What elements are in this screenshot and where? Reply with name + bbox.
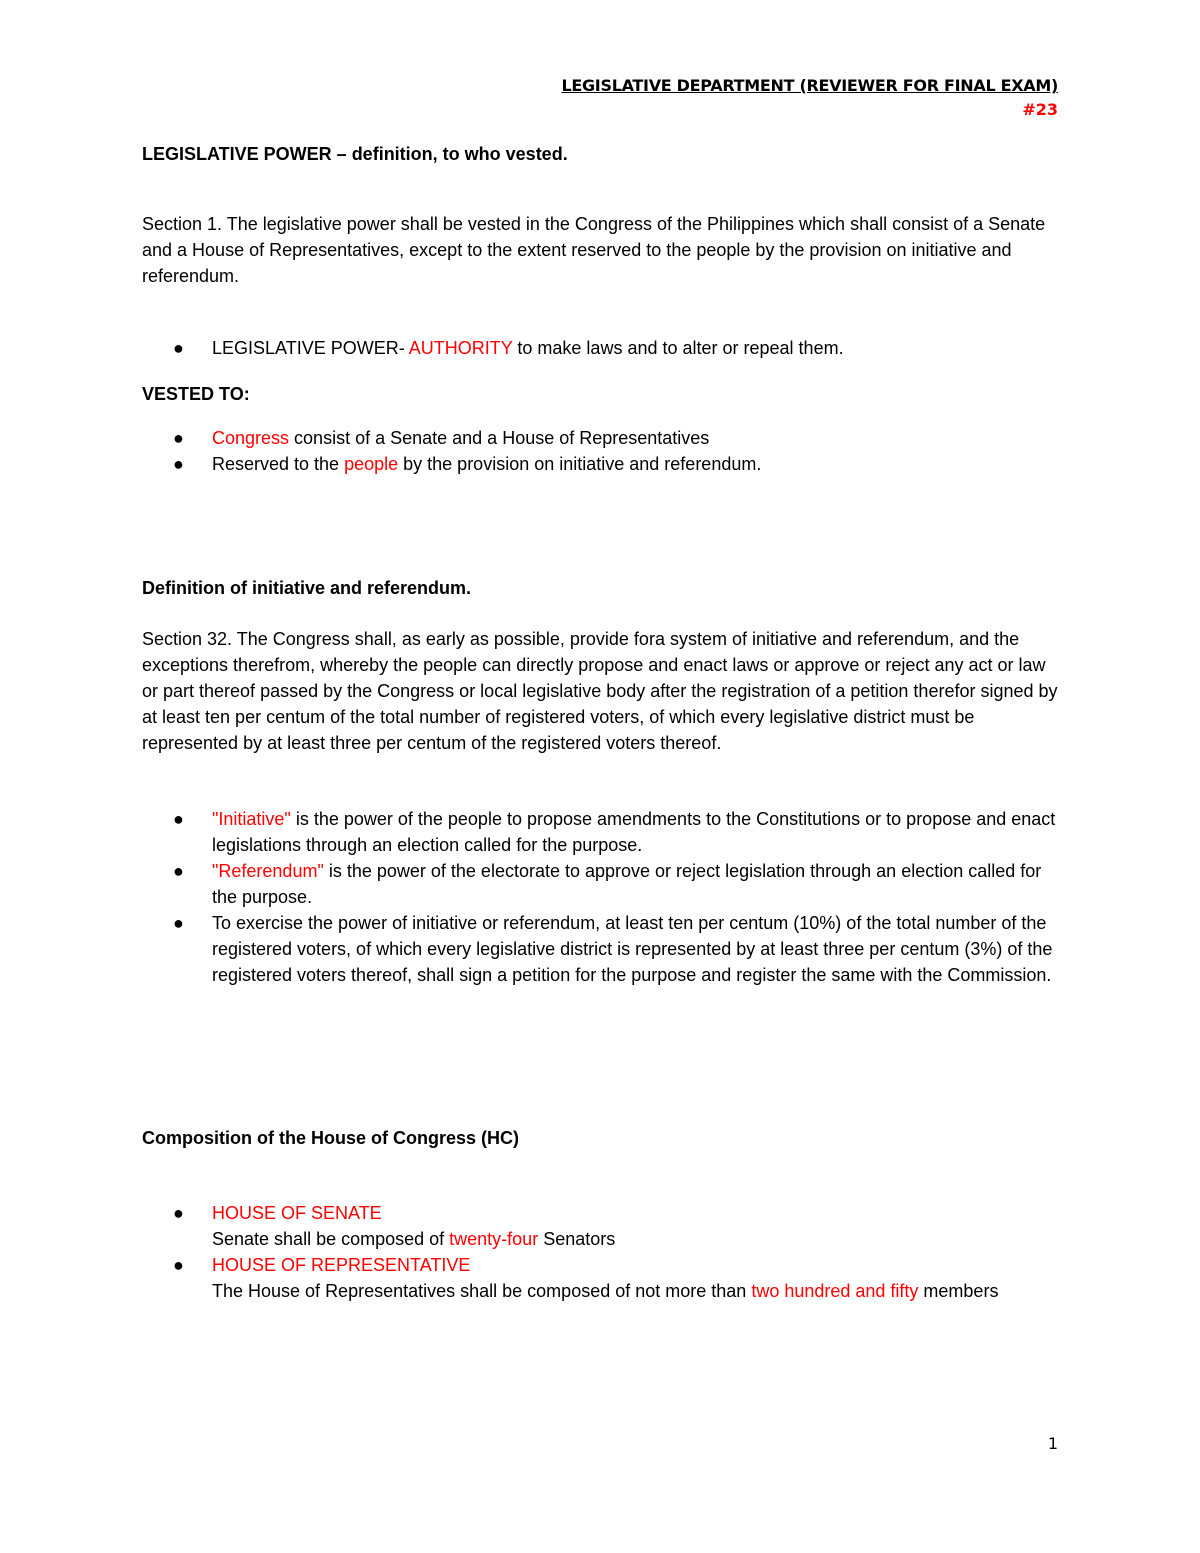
list-item: ● HOUSE OF REPRESENTATIVE The House of Representatives shall be composed of not more than two hundred and fifty members: [142, 1252, 1062, 1304]
list-item: ● Congress consist of a Senate and a House of Representatives: [142, 425, 1062, 451]
header-title: LEGISLATIVE DEPARTMENT (REVIEWER FOR FINAL EXAM): [561, 76, 1058, 95]
bullet-icon: ●: [173, 428, 184, 448]
initiative-list: [142, 806, 1062, 988]
bullet-icon: ●: [173, 454, 184, 474]
list-item: ● LEGISLATIVE POWER- AUTHORITY to make laws and to alter or repeal them.: [142, 335, 1062, 361]
heading-initiative-referendum: Definition of initiative and referendum.: [142, 578, 472, 598]
vested-list: [142, 425, 1062, 477]
composition-list: [142, 1200, 1062, 1304]
list-item: ● HOUSE OF SENATE Senate shall be composed of twenty-four Senators: [142, 1200, 1062, 1252]
list-item: ● "Referendum" is the power of the electorate to approve or reject legislation through an election called for the purpose.: [142, 858, 1062, 910]
bullet-icon: ●: [173, 913, 184, 933]
header-number: #23: [1022, 100, 1058, 119]
bullet-icon: ●: [173, 1255, 184, 1275]
section-32-text: Section 32. The Congress shall, as early as possible, provide fora system of initiative and referendum, and the exceptions therefrom, whereby the people can directly propose and enact laws or approve or reject any act or law or part thereof passed by the Congress or local legislative body after the registration of a petition therefor signed by at least ten per centum of the total number of registered voters, of which every legislative district must be represented by at least three per centum of the registered voters thereof.: [142, 629, 1058, 753]
heading-legislative-power: LEGISLATIVE POWER – definition, to who vested.: [142, 144, 568, 164]
bullet-icon: ●: [173, 809, 184, 829]
list-item: ● To exercise the power of initiative or referendum, at least ten per centum (10%) of the total number of the registered voters, of which every legislative district is represented by at least three per centum (3%) of the registered voters thereof, shall sign a petition for the purpose and register the same with the Commission.: [142, 910, 1062, 988]
page-header: [561, 74, 1058, 122]
heading-composition: Composition of the House of Congress (HC): [142, 1128, 519, 1148]
section-1-text: Section 1. The legislative power shall be vested in the Congress of the Philippines which shall consist of a Senate and a House of Representatives, except to the extent reserved to the people by the provision on initiative and referendum.: [142, 214, 1046, 286]
bullet-icon: ●: [173, 861, 184, 881]
bullet-icon: ●: [173, 338, 184, 358]
bullet-icon: ●: [173, 1203, 184, 1223]
list-item: ● "Initiative" is the power of the people to propose amendments to the Constitutions or to propose and enact legislations through an election called for the purpose.: [142, 806, 1062, 858]
page-number: 1: [1047, 1434, 1058, 1453]
heading-vested-to: VESTED TO:: [142, 384, 250, 404]
legislative-power-list: [142, 335, 1062, 361]
list-item: ● Reserved to the people by the provision on initiative and referendum.: [142, 451, 1062, 477]
